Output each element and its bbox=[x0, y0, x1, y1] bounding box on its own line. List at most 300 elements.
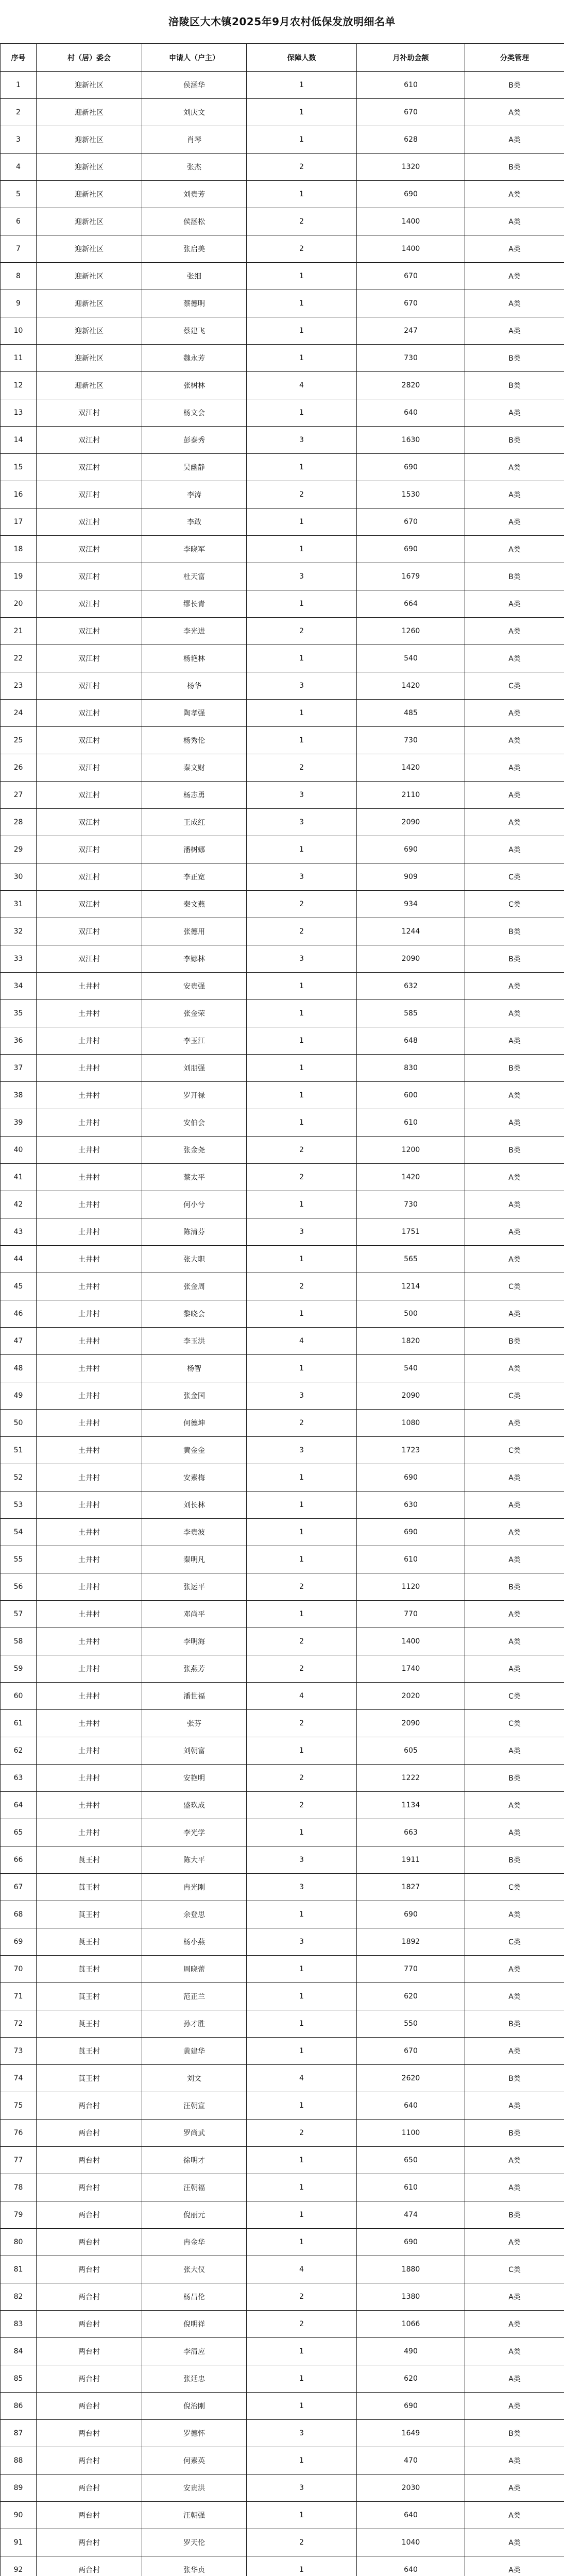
cell-category: C类 bbox=[465, 1273, 564, 1300]
table-row bbox=[1, 1082, 564, 1109]
cell-monthly-amount: 1214 bbox=[357, 1273, 465, 1300]
cell-village: 双江村 bbox=[37, 754, 142, 782]
cell-village: 土井村 bbox=[37, 1246, 142, 1273]
cell-index: 37 bbox=[1, 1055, 37, 1082]
cell-applicant: 李玉洪 bbox=[142, 1328, 247, 1355]
cell-applicant: 王成红 bbox=[142, 809, 247, 836]
table-row bbox=[1, 399, 564, 427]
cell-category: A类 bbox=[465, 2502, 564, 2529]
cell-village: 双江村 bbox=[37, 399, 142, 427]
cell-monthly-amount: 670 bbox=[357, 2038, 465, 2065]
table-row bbox=[1, 263, 564, 290]
cell-village: 迎新社区 bbox=[37, 154, 142, 181]
cell-index: 38 bbox=[1, 1082, 37, 1109]
cell-category: A类 bbox=[465, 2556, 564, 2576]
cell-applicant: 徐明才 bbox=[142, 2147, 247, 2174]
cell-index: 68 bbox=[1, 1901, 37, 1928]
cell-index: 16 bbox=[1, 481, 37, 509]
cell-covered-persons: 2 bbox=[247, 2311, 357, 2338]
cell-covered-persons: 2 bbox=[247, 891, 357, 918]
cell-category: B类 bbox=[465, 72, 564, 99]
cell-index: 91 bbox=[1, 2529, 37, 2556]
cell-village: 土井村 bbox=[37, 1628, 142, 1655]
cell-applicant: 张细 bbox=[142, 263, 247, 290]
cell-category: B类 bbox=[465, 563, 564, 590]
cell-covered-persons: 1 bbox=[247, 1601, 357, 1628]
table-row bbox=[1, 99, 564, 126]
table-row bbox=[1, 1546, 564, 1573]
table-row bbox=[1, 72, 564, 99]
cell-category: A类 bbox=[465, 2393, 564, 2420]
cell-covered-persons: 3 bbox=[247, 672, 357, 700]
cell-index: 17 bbox=[1, 509, 37, 536]
cell-covered-persons: 3 bbox=[247, 563, 357, 590]
cell-applicant: 刘庆文 bbox=[142, 99, 247, 126]
table-row bbox=[1, 1874, 564, 1901]
cell-applicant: 张燕芳 bbox=[142, 1655, 247, 1683]
cell-covered-persons: 3 bbox=[247, 2420, 357, 2447]
cell-index: 77 bbox=[1, 2147, 37, 2174]
cell-village: 双江村 bbox=[37, 809, 142, 836]
cell-village: 土井村 bbox=[37, 1492, 142, 1519]
cell-applicant: 陶孝强 bbox=[142, 700, 247, 727]
cell-monthly-amount: 1630 bbox=[357, 427, 465, 454]
cell-monthly-amount: 2090 bbox=[357, 809, 465, 836]
table-row bbox=[1, 1000, 564, 1027]
cell-applicant: 汪朝强 bbox=[142, 2502, 247, 2529]
cell-category: A类 bbox=[465, 1792, 564, 1819]
cell-village: 迎新社区 bbox=[37, 345, 142, 372]
cell-applicant: 邓尚平 bbox=[142, 1601, 247, 1628]
cell-category: C类 bbox=[465, 891, 564, 918]
cell-village: 土井村 bbox=[37, 973, 142, 1000]
cell-category: B类 bbox=[465, 427, 564, 454]
cell-index: 19 bbox=[1, 563, 37, 590]
cell-index: 36 bbox=[1, 1027, 37, 1055]
cell-applicant: 倪治刚 bbox=[142, 2393, 247, 2420]
cell-applicant: 杨志勇 bbox=[142, 782, 247, 809]
cell-index: 56 bbox=[1, 1573, 37, 1601]
cell-applicant: 安贵洪 bbox=[142, 2475, 247, 2502]
table-row bbox=[1, 891, 564, 918]
cell-village: 两台村 bbox=[37, 2283, 142, 2311]
cell-village: 迎新社区 bbox=[37, 99, 142, 126]
cell-village: 莨王村 bbox=[37, 1874, 142, 1901]
cell-applicant: 李清应 bbox=[142, 2338, 247, 2365]
cell-applicant: 蔡太平 bbox=[142, 1164, 247, 1191]
cell-covered-persons: 1 bbox=[247, 1082, 357, 1109]
table-row bbox=[1, 2256, 564, 2283]
table-row bbox=[1, 1246, 564, 1273]
cell-applicant: 张德用 bbox=[142, 918, 247, 945]
cell-monthly-amount: 610 bbox=[357, 72, 465, 99]
cell-category: A类 bbox=[465, 1519, 564, 1546]
cell-index: 69 bbox=[1, 1928, 37, 1956]
cell-village: 双江村 bbox=[37, 618, 142, 645]
table-row bbox=[1, 454, 564, 481]
cell-index: 29 bbox=[1, 836, 37, 863]
cell-village: 土井村 bbox=[37, 1819, 142, 1846]
cell-covered-persons: 4 bbox=[247, 1328, 357, 1355]
table-row bbox=[1, 563, 564, 590]
cell-monthly-amount: 1260 bbox=[357, 618, 465, 645]
cell-monthly-amount: 650 bbox=[357, 2147, 465, 2174]
cell-covered-persons: 1 bbox=[247, 700, 357, 727]
cell-village: 莨王村 bbox=[37, 1846, 142, 1874]
table-row bbox=[1, 1055, 564, 1082]
cell-covered-persons: 1 bbox=[247, 2038, 357, 2065]
cell-applicant: 张廷忠 bbox=[142, 2365, 247, 2393]
cell-applicant: 黄建华 bbox=[142, 2038, 247, 2065]
cell-monthly-amount: 640 bbox=[357, 2502, 465, 2529]
page-title: 涪陵区大木镇2025年9月农村低保发放明细名单 bbox=[168, 15, 396, 28]
table-row bbox=[1, 973, 564, 1000]
cell-village: 土井村 bbox=[37, 1109, 142, 1137]
cell-covered-persons: 1 bbox=[247, 1055, 357, 1082]
cell-village: 莨王村 bbox=[37, 1956, 142, 1983]
cell-index: 81 bbox=[1, 2256, 37, 2283]
cell-covered-persons: 1 bbox=[247, 126, 357, 154]
cell-applicant: 张金国 bbox=[142, 1382, 247, 1410]
cell-category: A类 bbox=[465, 973, 564, 1000]
cell-applicant: 何小兮 bbox=[142, 1191, 247, 1218]
cell-monthly-amount: 1400 bbox=[357, 1628, 465, 1655]
cell-monthly-amount: 620 bbox=[357, 1983, 465, 2010]
cell-monthly-amount: 670 bbox=[357, 99, 465, 126]
table-row bbox=[1, 1956, 564, 1983]
table-row bbox=[1, 154, 564, 181]
cell-index: 27 bbox=[1, 782, 37, 809]
cell-index: 21 bbox=[1, 618, 37, 645]
table-row bbox=[1, 427, 564, 454]
cell-village: 土井村 bbox=[37, 1328, 142, 1355]
table-row bbox=[1, 645, 564, 672]
cell-covered-persons: 1 bbox=[247, 1546, 357, 1573]
cell-category: A类 bbox=[465, 782, 564, 809]
cell-applicant: 陈清芬 bbox=[142, 1218, 247, 1246]
cell-covered-persons: 3 bbox=[247, 1218, 357, 1246]
table-row bbox=[1, 2502, 564, 2529]
cell-covered-persons: 1 bbox=[247, 2010, 357, 2038]
cell-applicant: 潘世福 bbox=[142, 1683, 247, 1710]
cell-category: A类 bbox=[465, 618, 564, 645]
cell-village: 两台村 bbox=[37, 2420, 142, 2447]
subsidy-table bbox=[0, 43, 564, 2576]
table-row bbox=[1, 290, 564, 317]
cell-index: 55 bbox=[1, 1546, 37, 1573]
cell-applicant: 张杰 bbox=[142, 154, 247, 181]
table-row bbox=[1, 1164, 564, 1191]
cell-index: 9 bbox=[1, 290, 37, 317]
cell-category: A类 bbox=[465, 235, 564, 263]
cell-covered-persons: 3 bbox=[247, 782, 357, 809]
cell-applicant: 罗天伦 bbox=[142, 2529, 247, 2556]
cell-applicant: 肖琴 bbox=[142, 126, 247, 154]
cell-village: 两台村 bbox=[37, 2120, 142, 2147]
cell-category: A类 bbox=[465, 1109, 564, 1137]
cell-village: 双江村 bbox=[37, 918, 142, 945]
table-row bbox=[1, 126, 564, 154]
cell-monthly-amount: 600 bbox=[357, 1082, 465, 1109]
cell-covered-persons: 3 bbox=[247, 863, 357, 891]
table-row bbox=[1, 700, 564, 727]
cell-monthly-amount: 664 bbox=[357, 590, 465, 618]
cell-covered-persons: 1 bbox=[247, 973, 357, 1000]
cell-applicant: 余登思 bbox=[142, 1901, 247, 1928]
cell-applicant: 何德坤 bbox=[142, 1410, 247, 1437]
cell-index: 70 bbox=[1, 1956, 37, 1983]
cell-index: 74 bbox=[1, 2065, 37, 2092]
cell-applicant: 孙才胜 bbox=[142, 2010, 247, 2038]
table-row bbox=[1, 1137, 564, 1164]
cell-village: 土井村 bbox=[37, 1382, 142, 1410]
cell-applicant: 张运平 bbox=[142, 1573, 247, 1601]
cell-index: 51 bbox=[1, 1437, 37, 1464]
cell-applicant: 杜天富 bbox=[142, 563, 247, 590]
cell-applicant: 杨昌伦 bbox=[142, 2283, 247, 2311]
cell-index: 42 bbox=[1, 1191, 37, 1218]
cell-village: 迎新社区 bbox=[37, 208, 142, 235]
table-row bbox=[1, 2120, 564, 2147]
cell-village: 迎新社区 bbox=[37, 181, 142, 208]
table-row bbox=[1, 2065, 564, 2092]
table-row bbox=[1, 2556, 564, 2576]
cell-covered-persons: 2 bbox=[247, 754, 357, 782]
cell-village: 两台村 bbox=[37, 2092, 142, 2120]
cell-covered-persons: 1 bbox=[247, 72, 357, 99]
cell-index: 2 bbox=[1, 99, 37, 126]
table-row bbox=[1, 1382, 564, 1410]
cell-covered-persons: 2 bbox=[247, 1273, 357, 1300]
cell-category: B类 bbox=[465, 1846, 564, 1874]
cell-village: 两台村 bbox=[37, 2229, 142, 2256]
cell-monthly-amount: 1200 bbox=[357, 1137, 465, 1164]
cell-monthly-amount: 1080 bbox=[357, 1410, 465, 1437]
cell-village: 双江村 bbox=[37, 782, 142, 809]
cell-category: B类 bbox=[465, 2010, 564, 2038]
cell-category: A类 bbox=[465, 509, 564, 536]
cell-category: A类 bbox=[465, 836, 564, 863]
cell-covered-persons: 2 bbox=[247, 208, 357, 235]
cell-applicant: 潘树娜 bbox=[142, 836, 247, 863]
cell-applicant: 安伯会 bbox=[142, 1109, 247, 1137]
cell-covered-persons: 1 bbox=[247, 509, 357, 536]
cell-village: 两台村 bbox=[37, 2201, 142, 2229]
cell-covered-persons: 2 bbox=[247, 235, 357, 263]
cell-village: 两台村 bbox=[37, 2147, 142, 2174]
cell-village: 迎新社区 bbox=[37, 235, 142, 263]
header-category: 分类管理 bbox=[465, 44, 564, 72]
cell-monthly-amount: 730 bbox=[357, 345, 465, 372]
cell-applicant: 杨艳林 bbox=[142, 645, 247, 672]
cell-village: 莨王村 bbox=[37, 2065, 142, 2092]
cell-village: 双江村 bbox=[37, 645, 142, 672]
table-row bbox=[1, 1573, 564, 1601]
table-row bbox=[1, 1519, 564, 1546]
cell-category: C类 bbox=[465, 1928, 564, 1956]
cell-monthly-amount: 540 bbox=[357, 645, 465, 672]
cell-village: 土井村 bbox=[37, 1437, 142, 1464]
cell-applicant: 汪朝宣 bbox=[142, 2092, 247, 2120]
table-row bbox=[1, 235, 564, 263]
cell-index: 13 bbox=[1, 399, 37, 427]
cell-category: C类 bbox=[465, 672, 564, 700]
cell-index: 26 bbox=[1, 754, 37, 782]
cell-index: 83 bbox=[1, 2311, 37, 2338]
cell-village: 土井村 bbox=[37, 1055, 142, 1082]
cell-applicant: 杨小燕 bbox=[142, 1928, 247, 1956]
cell-category: A类 bbox=[465, 1601, 564, 1628]
cell-index: 7 bbox=[1, 235, 37, 263]
table-row bbox=[1, 2365, 564, 2393]
cell-monthly-amount: 730 bbox=[357, 1191, 465, 1218]
cell-village: 莨王村 bbox=[37, 1983, 142, 2010]
cell-monthly-amount: 1040 bbox=[357, 2529, 465, 2556]
cell-monthly-amount: 1120 bbox=[357, 1573, 465, 1601]
cell-category: A类 bbox=[465, 1983, 564, 2010]
cell-monthly-amount: 670 bbox=[357, 263, 465, 290]
cell-applicant: 李敢 bbox=[142, 509, 247, 536]
cell-village: 两台村 bbox=[37, 2174, 142, 2201]
cell-village: 土井村 bbox=[37, 1683, 142, 1710]
cell-covered-persons: 2 bbox=[247, 481, 357, 509]
cell-category: A类 bbox=[465, 2447, 564, 2475]
cell-category: B类 bbox=[465, 1765, 564, 1792]
cell-applicant: 李娜林 bbox=[142, 945, 247, 973]
table-row bbox=[1, 1027, 564, 1055]
cell-category: A类 bbox=[465, 2529, 564, 2556]
cell-village: 双江村 bbox=[37, 945, 142, 973]
cell-monthly-amount: 690 bbox=[357, 181, 465, 208]
cell-applicant: 刘文 bbox=[142, 2065, 247, 2092]
cell-category: B类 bbox=[465, 918, 564, 945]
table-row bbox=[1, 317, 564, 345]
cell-monthly-amount: 1420 bbox=[357, 754, 465, 782]
cell-covered-persons: 2 bbox=[247, 1164, 357, 1191]
cell-index: 47 bbox=[1, 1328, 37, 1355]
cell-index: 79 bbox=[1, 2201, 37, 2229]
cell-covered-persons: 1 bbox=[247, 2393, 357, 2420]
cell-covered-persons: 1 bbox=[247, 317, 357, 345]
cell-category: A类 bbox=[465, 454, 564, 481]
cell-index: 59 bbox=[1, 1655, 37, 1683]
cell-village: 莨王村 bbox=[37, 1901, 142, 1928]
cell-applicant: 秦文财 bbox=[142, 754, 247, 782]
cell-applicant: 刘朋强 bbox=[142, 1055, 247, 1082]
cell-applicant: 黄金金 bbox=[142, 1437, 247, 1464]
cell-index: 80 bbox=[1, 2229, 37, 2256]
cell-village: 双江村 bbox=[37, 509, 142, 536]
cell-covered-persons: 2 bbox=[247, 618, 357, 645]
table-row bbox=[1, 2420, 564, 2447]
cell-monthly-amount: 1222 bbox=[357, 1765, 465, 1792]
cell-village: 土井村 bbox=[37, 1737, 142, 1765]
cell-index: 60 bbox=[1, 1683, 37, 1710]
cell-village: 双江村 bbox=[37, 891, 142, 918]
cell-applicant: 罗德怀 bbox=[142, 2420, 247, 2447]
cell-applicant: 刘贵芳 bbox=[142, 181, 247, 208]
cell-covered-persons: 1 bbox=[247, 2502, 357, 2529]
cell-index: 57 bbox=[1, 1601, 37, 1628]
cell-category: A类 bbox=[465, 1655, 564, 1683]
table-row bbox=[1, 809, 564, 836]
cell-monthly-amount: 632 bbox=[357, 973, 465, 1000]
table-row bbox=[1, 509, 564, 536]
cell-covered-persons: 2 bbox=[247, 1765, 357, 1792]
table-row bbox=[1, 2038, 564, 2065]
cell-index: 10 bbox=[1, 317, 37, 345]
cell-monthly-amount: 1320 bbox=[357, 154, 465, 181]
cell-applicant: 罗尚武 bbox=[142, 2120, 247, 2147]
cell-applicant: 刘朝富 bbox=[142, 1737, 247, 1765]
table-row bbox=[1, 181, 564, 208]
cell-category: C类 bbox=[465, 863, 564, 891]
table-row bbox=[1, 2229, 564, 2256]
table-row bbox=[1, 782, 564, 809]
table-row bbox=[1, 1218, 564, 1246]
cell-category: A类 bbox=[465, 2338, 564, 2365]
cell-monthly-amount: 2820 bbox=[357, 372, 465, 399]
cell-monthly-amount: 2090 bbox=[357, 1382, 465, 1410]
cell-village: 双江村 bbox=[37, 427, 142, 454]
cell-covered-persons: 1 bbox=[247, 2092, 357, 2120]
table-row bbox=[1, 2092, 564, 2120]
cell-monthly-amount: 1420 bbox=[357, 672, 465, 700]
header-index: 序号 bbox=[1, 44, 37, 72]
cell-village: 土井村 bbox=[37, 1573, 142, 1601]
cell-applicant: 罗开禄 bbox=[142, 1082, 247, 1109]
cell-covered-persons: 1 bbox=[247, 1519, 357, 1546]
cell-covered-persons: 3 bbox=[247, 809, 357, 836]
cell-village: 迎新社区 bbox=[37, 317, 142, 345]
cell-index: 6 bbox=[1, 208, 37, 235]
cell-monthly-amount: 1100 bbox=[357, 2120, 465, 2147]
table-row bbox=[1, 1737, 564, 1765]
cell-monthly-amount: 690 bbox=[357, 1901, 465, 1928]
cell-applicant: 安素梅 bbox=[142, 1464, 247, 1492]
cell-applicant: 安贵强 bbox=[142, 973, 247, 1000]
cell-index: 49 bbox=[1, 1382, 37, 1410]
cell-village: 土井村 bbox=[37, 1300, 142, 1328]
table-row bbox=[1, 836, 564, 863]
cell-index: 31 bbox=[1, 891, 37, 918]
cell-village: 莨王村 bbox=[37, 1928, 142, 1956]
cell-covered-persons: 1 bbox=[247, 2365, 357, 2393]
cell-covered-persons: 4 bbox=[247, 2065, 357, 2092]
cell-village: 两台村 bbox=[37, 2256, 142, 2283]
cell-category: A类 bbox=[465, 700, 564, 727]
cell-category: A类 bbox=[465, 1492, 564, 1519]
cell-village: 莨王村 bbox=[37, 2010, 142, 2038]
cell-covered-persons: 1 bbox=[247, 1737, 357, 1765]
table-row bbox=[1, 672, 564, 700]
table-row bbox=[1, 1628, 564, 1655]
cell-applicant: 李玉江 bbox=[142, 1027, 247, 1055]
cell-monthly-amount: 605 bbox=[357, 1737, 465, 1765]
cell-village: 双江村 bbox=[37, 700, 142, 727]
cell-category: B类 bbox=[465, 945, 564, 973]
cell-index: 41 bbox=[1, 1164, 37, 1191]
cell-monthly-amount: 670 bbox=[357, 290, 465, 317]
cell-index: 78 bbox=[1, 2174, 37, 2201]
cell-applicant: 李正宽 bbox=[142, 863, 247, 891]
cell-covered-persons: 4 bbox=[247, 372, 357, 399]
cell-category: A类 bbox=[465, 2038, 564, 2065]
cell-covered-persons: 2 bbox=[247, 1137, 357, 1164]
cell-category: A类 bbox=[465, 208, 564, 235]
table-row bbox=[1, 1792, 564, 1819]
cell-monthly-amount: 1530 bbox=[357, 481, 465, 509]
